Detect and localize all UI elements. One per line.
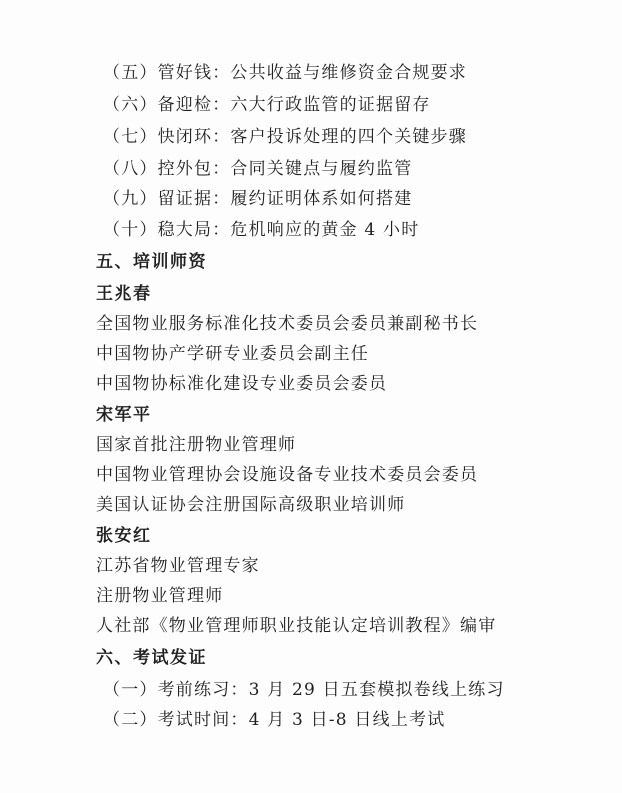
trainer-title: 全国物业服务标准化技术委员会委员兼副秘书长 bbox=[96, 314, 479, 334]
exam-item-practice bbox=[103, 679, 505, 701]
trainer-title: 中国物协标准化建设专业委员会委员 bbox=[96, 374, 388, 394]
section4-item-5 bbox=[103, 62, 467, 84]
section-heading-trainers: 五、培训师资 bbox=[96, 252, 207, 272]
trainer-name: 张安红 bbox=[96, 526, 152, 546]
trainer-title: 美国认证协会注册国际高级职业培训师 bbox=[96, 495, 406, 515]
item-text: 六大行政监管的证据留存 bbox=[230, 95, 431, 115]
trainer-title: 中国物协产学研专业委员会副主任 bbox=[96, 344, 369, 364]
item-label: （七）快闭环： bbox=[103, 127, 231, 147]
section4-item-7 bbox=[103, 126, 467, 148]
trainer-name: 宋军平 bbox=[96, 405, 152, 425]
trainer-title: 中国物业管理协会设施设备专业技术委员会委员 bbox=[96, 465, 479, 485]
item-text: 履约证明体系如何搭建 bbox=[230, 189, 413, 209]
item-text: 客户投诉处理的四个关键步骤 bbox=[230, 127, 468, 147]
section4-item-6 bbox=[103, 94, 431, 116]
item-label: （九）留证据： bbox=[103, 189, 231, 209]
item-label: （八）控外包： bbox=[103, 159, 231, 179]
item-label: （六）备迎检： bbox=[103, 95, 231, 115]
item-text: 4 月 3 日-8 日线上考试 bbox=[248, 710, 446, 730]
section4-item-10 bbox=[103, 219, 419, 241]
item-label: （五）管好钱： bbox=[103, 63, 231, 83]
trainer-title: 注册物业管理师 bbox=[96, 586, 224, 606]
item-text: 公共收益与维修资金合规要求 bbox=[230, 63, 468, 83]
item-text: 危机响应的黄金 4 小时 bbox=[230, 220, 420, 240]
section-heading-exam: 六、考试发证 bbox=[96, 648, 207, 668]
section4-item-9 bbox=[103, 188, 412, 210]
trainer-title: 国家首批注册物业管理师 bbox=[96, 435, 297, 455]
item-label: （十）稳大局： bbox=[103, 220, 231, 240]
item-label: （二）考试时间： bbox=[103, 710, 249, 730]
trainer-name: 王兆春 bbox=[96, 284, 152, 304]
trainer-title: 江苏省物业管理专家 bbox=[96, 556, 260, 576]
section4-item-8 bbox=[103, 158, 412, 180]
item-text: 合同关键点与履约监管 bbox=[230, 159, 413, 179]
item-text: 3 月 29 日五套模拟卷线上练习 bbox=[248, 680, 505, 700]
exam-item-time bbox=[103, 709, 445, 731]
trainer-title: 人社部《物业管理师职业技能认定培训教程》编审 bbox=[96, 616, 497, 636]
item-label: （一）考前练习： bbox=[103, 680, 249, 700]
